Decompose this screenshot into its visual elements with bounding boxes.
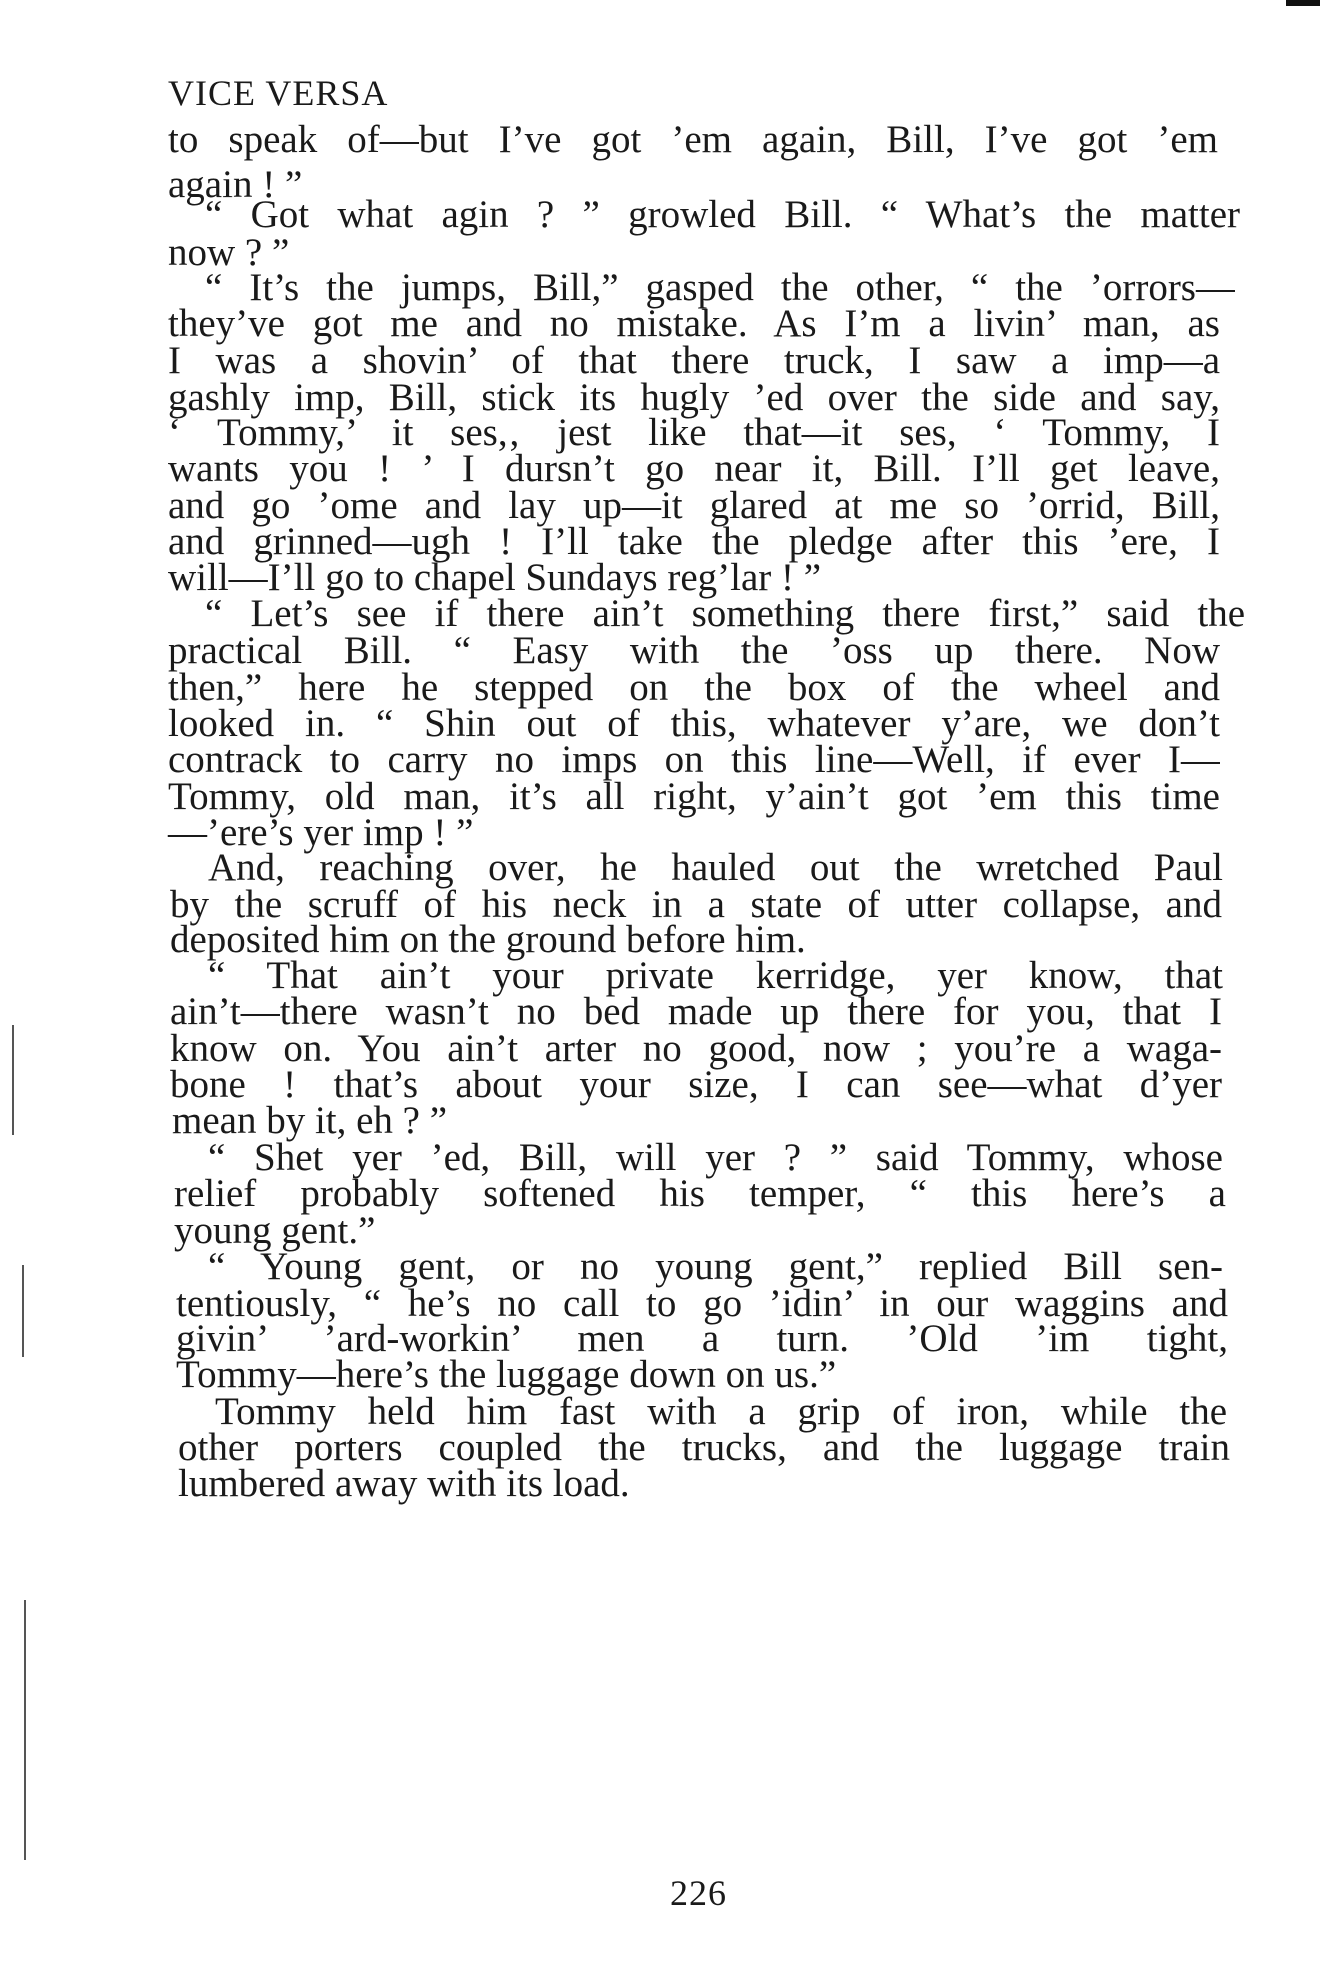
text-line: and grinned—ugh ! I’ll take the pledge after this ’ere, I	[168, 520, 1220, 563]
text-line: other porters coupled the trucks, and the luggage train	[178, 1426, 1230, 1469]
text-line: ain’t—there wasn’t no bed made up there for you, that I	[170, 990, 1222, 1033]
text-line: —’ere’s yer imp ! ”	[168, 811, 474, 854]
text-line: young gent.”	[174, 1209, 376, 1252]
running-head: VICE VERSA	[168, 73, 389, 113]
text-line: I was a shovin’ of that there truck, I saw a imp—a	[168, 339, 1220, 382]
text-line: wants you ! ’ I dursn’t go near it, Bill. I’ll get leave,	[168, 447, 1220, 490]
text-line: “ Shet yer ’ed, Bill, will yer ? ” said Tommy, whose	[208, 1136, 1223, 1179]
text-line: Tommy, old man, it’s all right, y’ain’t got ’em this time	[168, 775, 1220, 818]
text-line: “ Let’s see if there ain’t something there first,” said the	[205, 592, 1245, 635]
text-line: they’ve got me and no mistake. As I’m a livin’ man, as	[168, 302, 1220, 345]
text-line: givin’ ’ard-workin’ men a turn. ’Old ’im tight,	[176, 1317, 1228, 1360]
text-line: “ That ain’t your private kerridge, yer know, that	[208, 954, 1223, 997]
text-line: deposited him on the ground before him.	[170, 918, 806, 961]
text-line: now ? ”	[168, 231, 290, 274]
text-line: know on. You ain’t arter no good, now ; you’re a waga-	[170, 1027, 1222, 1070]
text-line: contrack to carry no imps on this line—Well, if ever I—	[168, 738, 1220, 781]
text-line: tentiously, “ he’s no call to go ’idin’ in our waggins and	[176, 1282, 1228, 1325]
text-line: then,” here he stepped on the box of the wheel and	[168, 666, 1220, 709]
text-line: Tommy—here’s the luggage down on us.”	[176, 1353, 837, 1396]
text-line: mean by it, eh ? ”	[172, 1099, 448, 1142]
text-line: ‘ Tommy,’ it ses,‚ jest like that—it ses, ‘ Tommy, I	[168, 411, 1220, 454]
text-line: to speak of—but I’ve got ’em again, Bill, I’ve got ’em	[168, 118, 1218, 161]
text-line: and go ’ome and lay up—it glared at me so ’orrid, Bill,	[168, 484, 1220, 527]
text-line: again ! ”	[168, 163, 303, 206]
text-line: And, reaching over, he hauled out the wretched Paul	[208, 846, 1223, 889]
text-line: practical Bill. “ Easy with the ’oss up there. Now	[168, 629, 1220, 672]
text-line: “ It’s the jumps, Bill,” gasped the other, “ the ’orrors—	[205, 266, 1235, 309]
text-line: bone ! that’s about your size, I can see—what d’yer	[170, 1063, 1222, 1106]
text-line: Tommy held him fast with a grip of iron, while the	[215, 1390, 1227, 1433]
text-line: looked in. “ Shin out of this, whatever y’are, we don’t	[168, 702, 1220, 745]
text-line: will—I’ll go to chapel Sundays reg’lar ! ”	[168, 556, 822, 599]
text-line: by the scruff of his neck in a state of utter collapse, and	[170, 883, 1222, 926]
text-line: lumbered away with its load.	[178, 1462, 630, 1505]
text-line: gashly imp, Bill, stick its hugly ’ed over the side and say,	[168, 376, 1220, 419]
text-line: “ Young gent, or no young gent,” replied Bill sen-	[208, 1245, 1223, 1288]
text-line: “ Got what agin ? ” growled Bill. “ What’s the matter	[205, 193, 1240, 236]
page-number: 226	[670, 1873, 727, 1913]
text-line: relief probably softened his temper, “ this here’s a	[174, 1172, 1226, 1215]
